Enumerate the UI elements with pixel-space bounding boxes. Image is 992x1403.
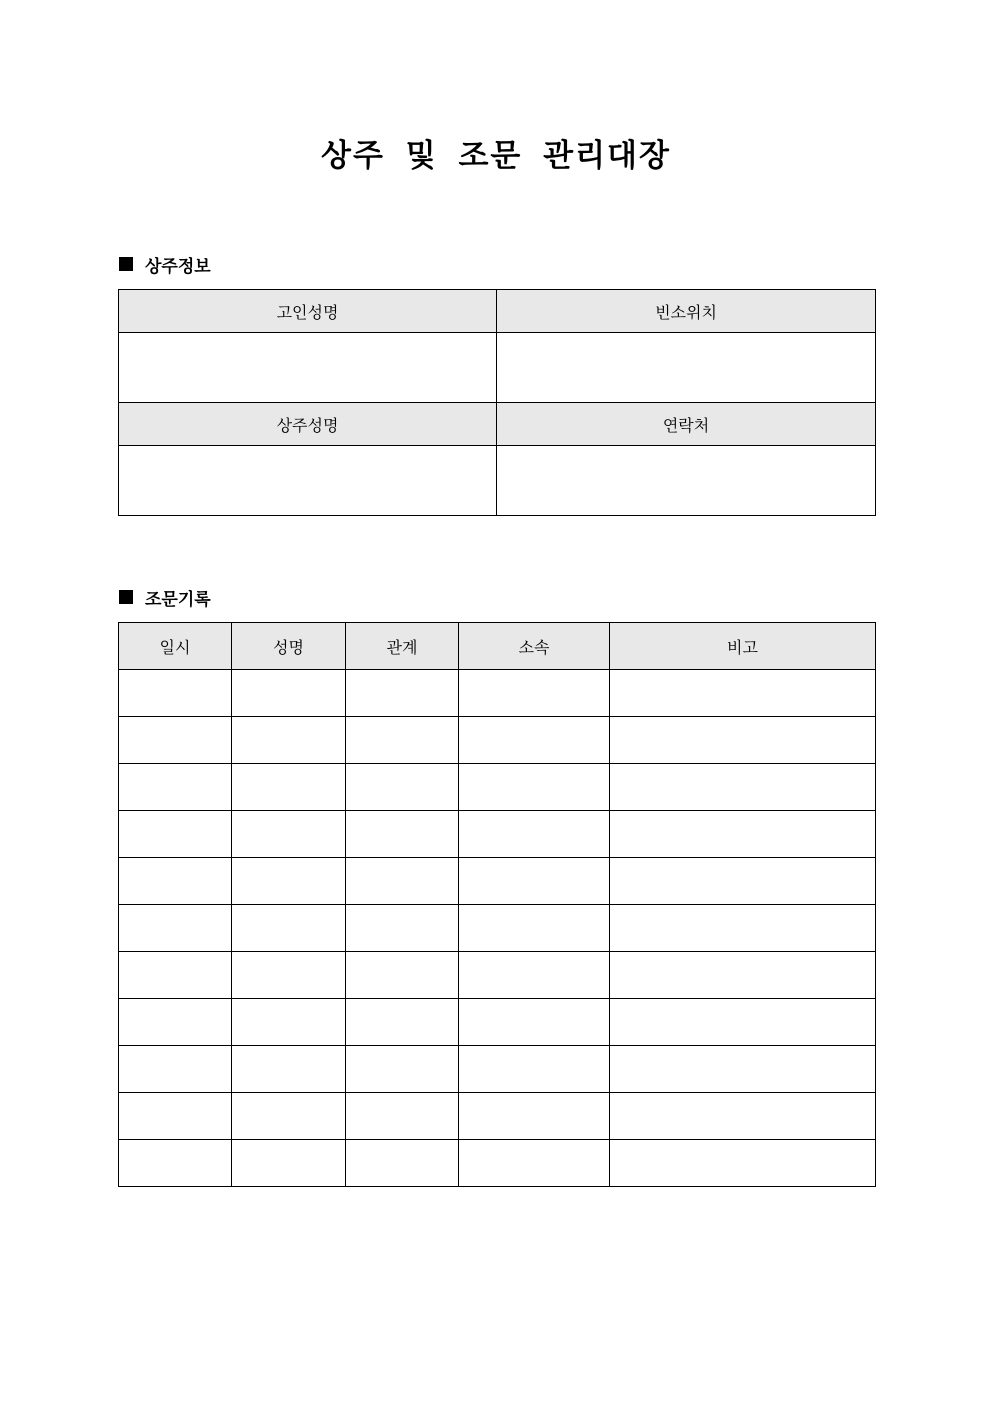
table-row — [119, 1140, 876, 1187]
cell-affiliation[interactable] — [459, 999, 610, 1046]
cell-datetime[interactable] — [119, 1140, 232, 1187]
cell-name[interactable] — [232, 858, 346, 905]
funeral-location-field[interactable] — [497, 333, 876, 403]
cell-datetime[interactable] — [119, 670, 232, 717]
cell-datetime[interactable] — [119, 999, 232, 1046]
cell-affiliation[interactable] — [459, 764, 610, 811]
header-funeral-location: 빈소위치 — [497, 290, 876, 333]
square-bullet-icon — [119, 590, 133, 604]
square-bullet-icon — [119, 257, 133, 271]
info-value-row-2 — [119, 446, 876, 516]
cell-affiliation[interactable] — [459, 952, 610, 999]
cell-relation[interactable] — [346, 858, 459, 905]
deceased-name-field[interactable] — [119, 333, 497, 403]
cell-remarks[interactable] — [610, 858, 876, 905]
cell-datetime[interactable] — [119, 905, 232, 952]
contact-field[interactable] — [497, 446, 876, 516]
header-chief-mourner-name: 상주성명 — [119, 403, 497, 446]
cell-affiliation[interactable] — [459, 905, 610, 952]
cell-relation[interactable] — [346, 670, 459, 717]
cell-name[interactable] — [232, 764, 346, 811]
cell-remarks[interactable] — [610, 1046, 876, 1093]
cell-name[interactable] — [232, 717, 346, 764]
cell-relation[interactable] — [346, 1046, 459, 1093]
section-heading-info-label: 상주정보 — [145, 256, 211, 277]
column-header-datetime: 일시 — [119, 623, 232, 670]
table-row — [119, 717, 876, 764]
cell-relation[interactable] — [346, 811, 459, 858]
table-row — [119, 1046, 876, 1093]
cell-name[interactable] — [232, 670, 346, 717]
section-heading-record — [119, 585, 211, 609]
cell-affiliation[interactable] — [459, 717, 610, 764]
document-title: 상주 및 조문 관리대장 — [321, 138, 671, 174]
cell-datetime[interactable] — [119, 1093, 232, 1140]
header-contact: 연락처 — [497, 403, 876, 446]
info-value-row-1 — [119, 333, 876, 403]
cell-relation[interactable] — [346, 999, 459, 1046]
cell-datetime[interactable] — [119, 764, 232, 811]
cell-datetime[interactable] — [119, 1046, 232, 1093]
cell-name[interactable] — [232, 999, 346, 1046]
cell-datetime[interactable] — [119, 858, 232, 905]
cell-name[interactable] — [232, 1140, 346, 1187]
cell-remarks[interactable] — [610, 764, 876, 811]
cell-affiliation[interactable] — [459, 811, 610, 858]
chief-mourner-name-field[interactable] — [119, 446, 497, 516]
table-row — [119, 999, 876, 1046]
cell-affiliation[interactable] — [459, 670, 610, 717]
cell-affiliation[interactable] — [459, 858, 610, 905]
column-header-relation: 관계 — [346, 623, 459, 670]
column-header-remarks: 비고 — [610, 623, 876, 670]
record-header-row — [119, 623, 876, 670]
cell-name[interactable] — [232, 905, 346, 952]
cell-affiliation[interactable] — [459, 1046, 610, 1093]
cell-remarks[interactable] — [610, 952, 876, 999]
table-row — [119, 952, 876, 999]
cell-remarks[interactable] — [610, 670, 876, 717]
cell-remarks[interactable] — [610, 811, 876, 858]
table-row — [119, 764, 876, 811]
column-header-name: 성명 — [232, 623, 346, 670]
table-row — [119, 811, 876, 858]
cell-datetime[interactable] — [119, 952, 232, 999]
cell-relation[interactable] — [346, 1140, 459, 1187]
cell-remarks[interactable] — [610, 1093, 876, 1140]
table-row — [119, 1093, 876, 1140]
table-row — [119, 670, 876, 717]
cell-affiliation[interactable] — [459, 1140, 610, 1187]
cell-datetime[interactable] — [119, 811, 232, 858]
section-heading-record-label: 조문기록 — [145, 589, 211, 610]
table-row — [119, 905, 876, 952]
cell-remarks[interactable] — [610, 905, 876, 952]
header-deceased-name: 고인성명 — [119, 290, 497, 333]
cell-relation[interactable] — [346, 905, 459, 952]
cell-name[interactable] — [232, 1046, 346, 1093]
cell-remarks[interactable] — [610, 999, 876, 1046]
cell-relation[interactable] — [346, 764, 459, 811]
cell-relation[interactable] — [346, 717, 459, 764]
cell-remarks[interactable] — [610, 1140, 876, 1187]
table-row — [119, 858, 876, 905]
cell-affiliation[interactable] — [459, 1093, 610, 1140]
mourner-info-table — [118, 289, 876, 516]
column-header-affiliation: 소속 — [459, 623, 610, 670]
cell-relation[interactable] — [346, 1093, 459, 1140]
condolence-record-table — [118, 622, 876, 1187]
cell-name[interactable] — [232, 1093, 346, 1140]
cell-datetime[interactable] — [119, 717, 232, 764]
info-header-row-1 — [119, 290, 876, 333]
cell-name[interactable] — [232, 811, 346, 858]
cell-remarks[interactable] — [610, 717, 876, 764]
section-heading-info — [119, 252, 211, 276]
cell-relation[interactable] — [346, 952, 459, 999]
cell-name[interactable] — [232, 952, 346, 999]
info-header-row-2 — [119, 403, 876, 446]
